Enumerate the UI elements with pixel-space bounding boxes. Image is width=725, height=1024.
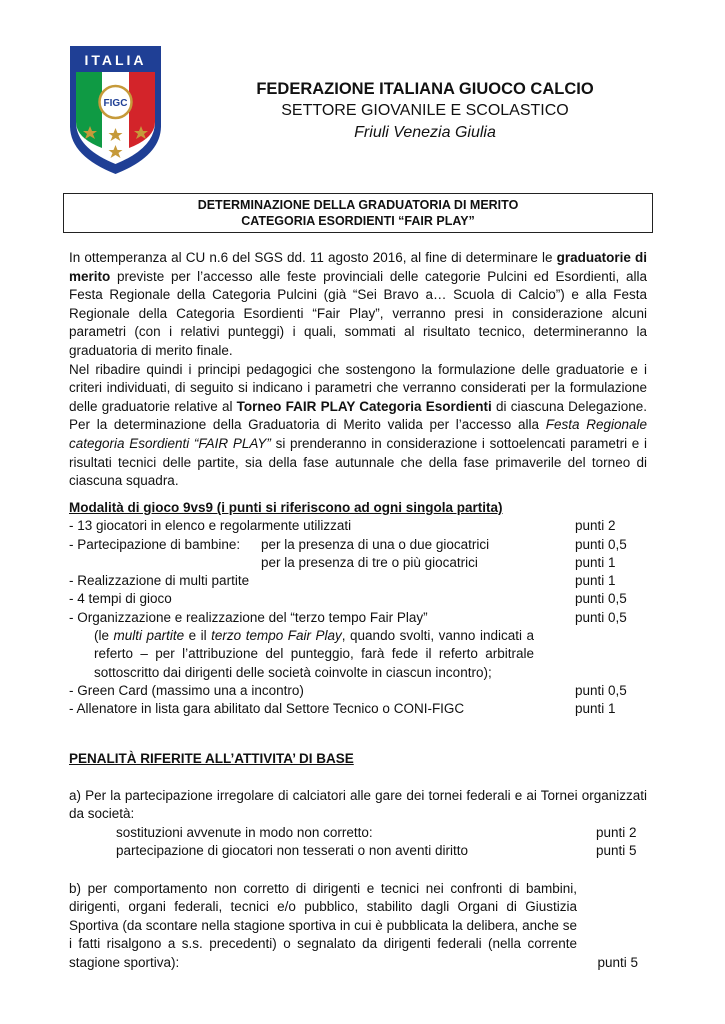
list-item: partecipazione di giocatori non tesserati o non aventi diritto punti 5 xyxy=(116,843,637,859)
list-item: - Organizzazione e realizzazione del “terzo tempo Fair Play” punti 0,5 xyxy=(69,609,627,625)
sector-name: SETTORE GIOVANILE E SCOLASTICO xyxy=(281,102,569,119)
penalita-b xyxy=(69,880,647,973)
federation-name: FEDERAZIONE ITALIANA GIUOCO CALCIO xyxy=(256,80,594,98)
modalita-section xyxy=(69,499,647,719)
list-item: sostituzioni avvenute in modo non corretto: punti 2 xyxy=(116,824,637,840)
list-item: - Green Card (massimo una a incontro) punti 0,5 xyxy=(69,682,627,698)
penalita-section xyxy=(69,750,647,973)
logo-badge-text: FIGC xyxy=(103,98,128,109)
intro-paragraph-1: In ottemperanza al CU n.6 del SGS dd. 11 agosto 2016, al fine di determinare le graduatorie di merito previste per l’accesso alle feste provinciali delle categorie Pulcini ed Esordienti, alla Festa Regionale della Categoria Pulcini (già “Sei Bravo a… Scuola di Calcio”) e alla Festa Regionale della Categoria Esordienti “Fair Play”, verranno presi in considerazione alcuni parametri (con i relativi punteggi) i quali, sommati al risultato tecnico, determineranno la graduatoria di merito finale. xyxy=(69,250,647,358)
list-item: - 13 giocatori in elenco e regolarmente utilizzati punti 2 xyxy=(69,518,616,534)
list-item: - Partecipazione di bambine: per la presenza di una o due giocatrici punti 0,5 xyxy=(69,536,627,552)
figc-logo xyxy=(68,44,163,176)
logo-country-text: ITALIA xyxy=(84,52,147,68)
document-title-line1: DETERMINAZIONE DELLA GRADUATORIA DI MERITO xyxy=(197,198,519,212)
penalita-b-points: punti 5 xyxy=(597,954,638,970)
modalita-heading: Modalità di gioco 9vs9 (i punti si riferiscono ad ogni singola partita) xyxy=(69,500,503,515)
list-item: per la presenza di tre o più giocatrici punti 1 xyxy=(261,554,616,570)
modalita-note: (le multi partite e il terzo tempo Fair Play, quando svolti, vanno indicati a referto – per l’attribuzione del punteggio, farà fede il referto arbitrale sottoscritto dai dirigenti delle società coinvolte in ciascun incontro); xyxy=(94,628,534,680)
intro-text xyxy=(69,249,647,491)
list-item: - Realizzazione di multi partite punti 1 xyxy=(69,573,616,589)
intro-paragraph-2: Nel ribadire quindi i principi pedagogici che sostengono la formulazione delle graduatorie e i criteri individuati, di seguito si indicano i parametri che verranno considerati per la formulazione delle graduatorie relative al Torneo FAIR PLAY Categoria Esordienti di ciascuna Delegazione. Per la determinazione della Graduatoria di Merito valida per l’accesso alla Festa Regionale categoria Esordienti “FAIR PLAY” si prenderanno in considerazione i sottoelencati parametri e i risultati tecnici delle partite, sia della fase autunnale che della fase primaverile del torneo di ciascuna squadra. xyxy=(69,361,647,489)
header xyxy=(230,78,620,144)
list-item: - Allenatore in lista gara abilitato dal Settore Tecnico o CONI-FIGC punti 1 xyxy=(69,701,616,717)
region-name: Friuli Venezia Giulia xyxy=(354,124,496,141)
document-title-box xyxy=(63,193,653,233)
list-item: - 4 tempi di gioco punti 0,5 xyxy=(69,591,627,607)
penalita-b-text: b) per comportamento non corretto di dirigenti e tecnici nei confronti di bambini, dirigenti, organi federali, tecnici e/o pubblico, stabilito dagli Organi di Giustizia Sportiva (da scontare nella stagione sportiva in cui è pubblicata la delibera, anche se i fatti risalgono a s.s. precedenti) o segnalato da dirigenti federali (nella corrente stagione sportiva): xyxy=(69,880,577,970)
penalita-heading: PENALITÀ RIFERITE ALL’ATTIVITA’ DI BASE xyxy=(69,751,354,766)
document-title-line2: CATEGORIA ESORDIENTI “FAIR PLAY” xyxy=(241,214,475,228)
penalita-a-text: a) Per la partecipazione irregolare di calciatori alle gare dei tornei federali e ai Tornei organizzati da società: xyxy=(69,787,647,822)
